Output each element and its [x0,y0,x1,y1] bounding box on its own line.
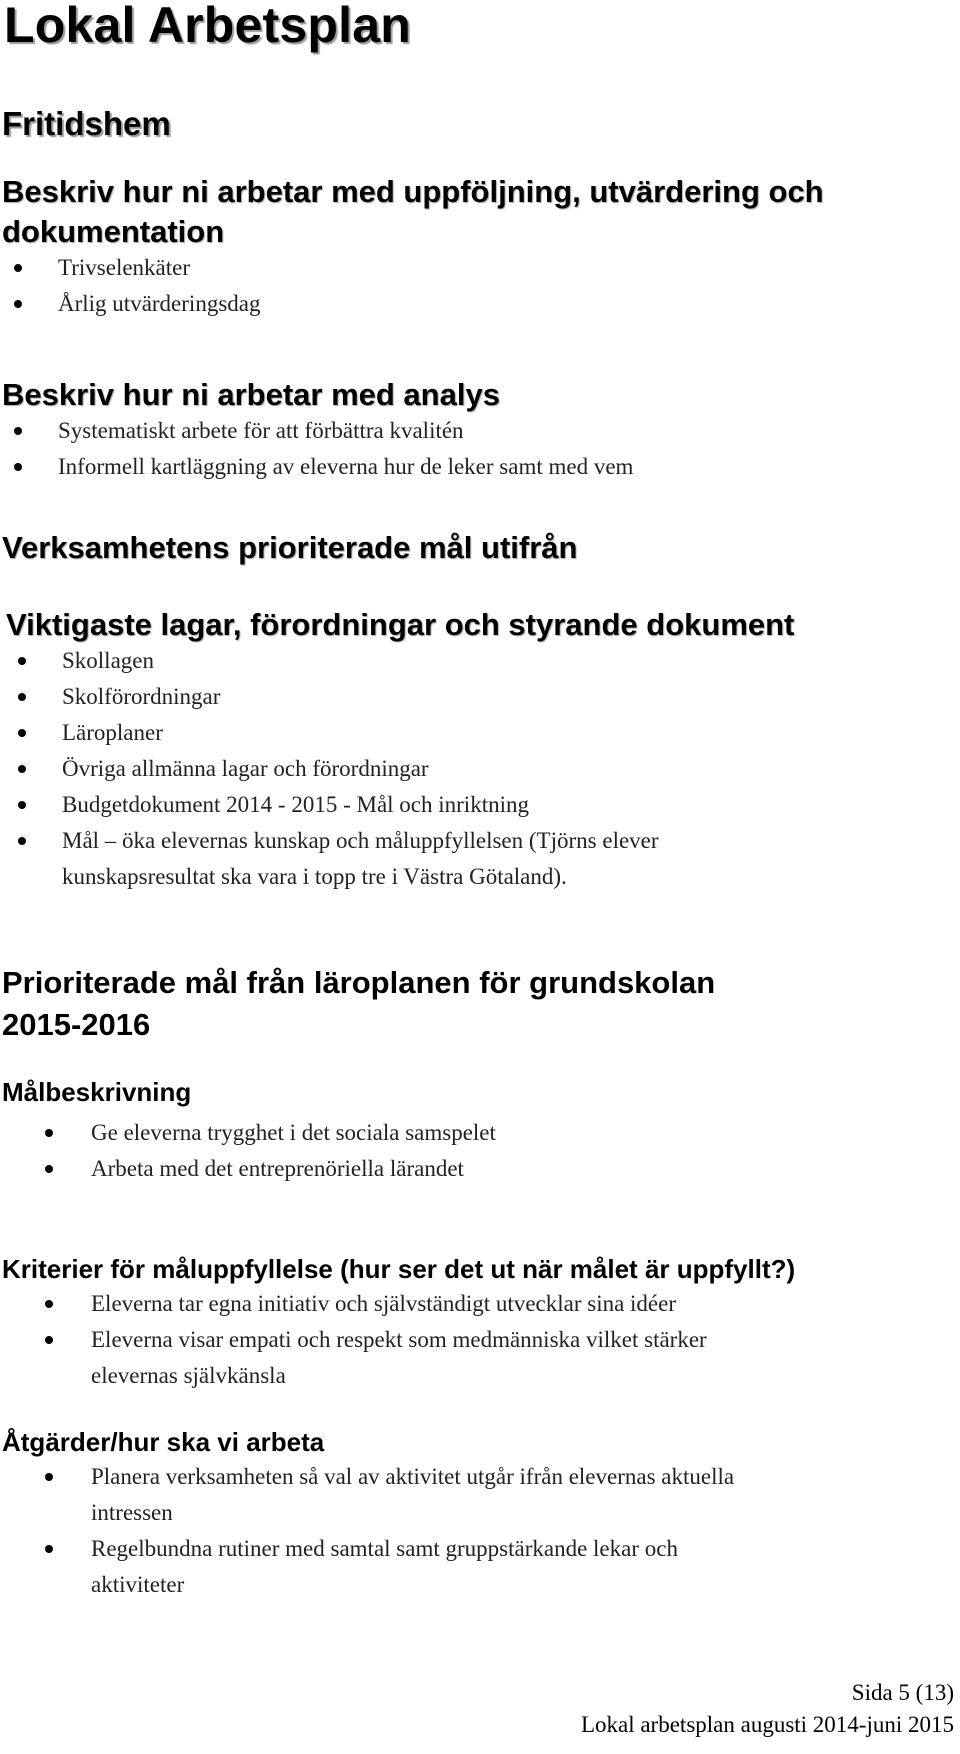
bullet-icon [18,837,26,845]
list-item: Mål – öka elevernas kunskap och måluppfyllelsen (Tjörns elever kunskapsresultat ska vara i topp tre i Västra Götaland). [6,823,951,895]
bullet-icon [18,729,26,737]
list-item: Informell kartläggning av eleverna hur de leker samt med vem [2,449,952,485]
list-item: Eleverna visar empati och respekt som medmänniska vilket stärker elevernas självkänsla [2,1322,952,1394]
bullet-icon [14,463,22,471]
list-item: Skollagen [6,643,951,679]
page-number: Sida 5 (13) [851,1680,954,1705]
bullet-icon [14,427,22,435]
followup-heading-line2: dokumentation [2,214,225,249]
curriculum-heading-line2: 2015-2016 [2,1007,151,1042]
document-footer-title: Lokal arbetsplan augusti 2014-juni 2015 [580,1712,954,1737]
bullet-icon [18,693,26,701]
actions-list [2,1459,952,1603]
bullet-icon [18,765,26,773]
criteria-list [2,1286,952,1394]
list-item: Övriga allmänna lagar och förordningar [6,751,951,787]
page-title: Lokal Arbetsplan [4,0,411,53]
analysis-list [2,413,952,485]
list-item: Skolförordningar [6,679,951,715]
goal-description-list [2,1115,952,1187]
analysis-section [2,375,952,485]
section-title-fritidshem: Fritidshem [2,105,171,142]
goal-description-section [2,1075,952,1187]
priorities-heading: Verksamhetens prioriterade mål utifrån [2,530,578,565]
bullet-icon [45,1129,53,1137]
bullet-icon [14,300,22,308]
list-item: Planera verksamheten så val av aktivitet utgår ifrån elevernas aktuella intressen [2,1459,952,1531]
list-item: Årlig utvärderingsdag [2,286,952,322]
followup-heading [2,172,952,252]
followup-section [2,172,952,322]
bullet-icon [18,657,26,665]
bullet-icon [45,1165,53,1173]
footer [581,1677,954,1741]
curriculum-heading [2,962,715,1046]
bullet-icon [45,1300,53,1308]
bullet-icon [45,1545,53,1553]
bullet-icon [45,1336,53,1344]
bullet-icon [14,264,22,272]
analysis-heading: Beskriv hur ni arbetar med analys [2,377,500,412]
actions-section [2,1425,952,1603]
list-item: Budgetdokument 2014 - 2015 - Mål och inriktning [6,787,951,823]
list-item: Regelbundna rutiner med samtal samt gruppstärkande lekar och aktiviteter [2,1531,952,1603]
goal-description-heading: Målbeskrivning [2,1077,192,1107]
laws-section [6,605,951,895]
list-item: Arbeta med det entreprenöriella lärandet [2,1151,952,1187]
laws-list [6,643,951,895]
list-item: Trivselenkäter [2,250,952,286]
list-item: Systematiskt arbete för att förbättra kvalitén [2,413,952,449]
actions-heading: Åtgärder/hur ska vi arbeta [2,1427,325,1457]
followup-heading-line1: Beskriv hur ni arbetar med uppföljning, utvärdering och [2,174,824,209]
curriculum-heading-line1: Prioriterade mål från läroplanen för grundskolan [2,965,716,1000]
followup-list [2,250,952,322]
criteria-section [2,1252,952,1394]
laws-heading: Viktigaste lagar, förordningar och styrande dokument [6,607,795,642]
bullet-icon [18,801,26,809]
list-item: Eleverna tar egna initiativ och självständigt utvecklar sina idéer [2,1286,952,1322]
list-item: Läroplaner [6,715,951,751]
bullet-icon [45,1473,53,1481]
criteria-heading: Kriterier för måluppfyllelse (hur ser det ut när målet är uppfyllt?) [2,1254,796,1284]
list-item: Ge eleverna trygghet i det sociala samspelet [2,1115,952,1151]
